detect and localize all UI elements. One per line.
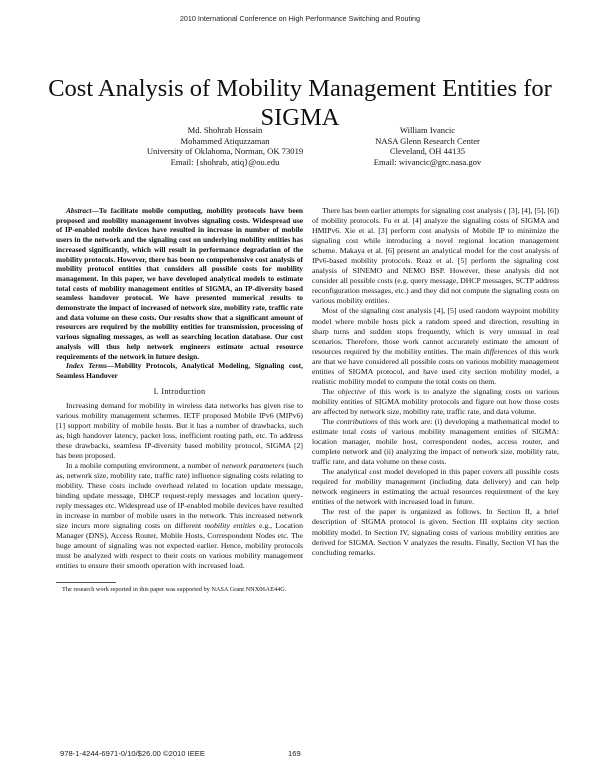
abstract-lead: Abstract xyxy=(66,206,92,215)
text-run: of this work are: (i) developing a mathematical model to estimate total costs of various mobility management entities of SIGMA: location manager, mobile host, correspondent nodes, access router, and complete network and (ii) analyzing the impact of network size, mobility rate, traffic rate, and data volume on these costs. xyxy=(312,416,559,467)
author-email: Email: wivancic@grc.nasa.gov xyxy=(373,156,482,167)
intro-paragraph-6 xyxy=(312,417,559,467)
emphasis-text: contributions xyxy=(336,416,378,426)
author-name: Md. Shohrab Hossain xyxy=(187,125,263,135)
right-column xyxy=(312,206,559,558)
abstract xyxy=(56,206,303,361)
author-affiliation: University of Oklahoma, Norman, OK 73019 xyxy=(146,146,304,157)
section-heading-introduction: I. Introduction xyxy=(153,386,206,396)
intro-paragraph-1: Increasing demand for mobility in wireless data networks has given rise to various mobility management schemes. IETF proposed Mobile IPv6 (MIPv6) [1] support mobility of mobile hosts. But it has a number of drawbacks, such as, high handover latency, packet loss, inefficient routing path, etc. To address these drawbacks, seamless IP-diversity based mobility protocol, SIGMA [2] has been proposed. xyxy=(56,400,303,460)
conference-header: 2010 International Conference on High Performance Switching and Routing xyxy=(179,14,421,23)
author-name: Mohammed Atiquzzaman xyxy=(180,135,270,146)
author-affiliation: NASA Glenn Research Center xyxy=(375,135,480,146)
copyright-line: 978-1-4244-6971-0/10/$26.00 ©2010 IEEE xyxy=(60,749,205,758)
text-run: The xyxy=(322,386,338,396)
text-run: (such as, network size, mobility rate, traffic rate) influence signaling costs relating to mobility. These costs include overhead related to location update message, binding update message, DHCP request-reply messages and location query-reply messages etc. Widespread use of IP-enabled mobile devices have resulted in increase in number of mobile users in the network. This increased network size incurs more signaling costs on different xyxy=(56,460,303,531)
author-email: Email: {shohrab, atiq}@ou.edu xyxy=(170,156,280,167)
intro-paragraph-8: The rest of the paper is organized as follows. In Section II, a brief description of SIGMA protocol is given. Section III explains city section mobility model. In Section IV, signaling costs of various mobility entities are derived for SIGMA. Section V analyzes the results. Finally, Section VI has the concluding remarks. xyxy=(312,507,559,557)
index-terms-lead: Index Terms xyxy=(66,361,107,371)
index-terms xyxy=(56,361,303,380)
emphasis-text: network parameters xyxy=(221,460,285,470)
index-terms-text: —Mobility Protocols, Analytical Modeling, Signaling cost, Seamless Handover xyxy=(56,361,303,380)
footnote: The research work reported in this paper was supported by NASA Grant NNX06AE44G. xyxy=(62,585,287,593)
author-location: Cleveland, OH 44135 xyxy=(389,146,466,157)
page-number: 169 xyxy=(288,749,301,758)
text-run: of this work are that we have considered all possible costs on various mobility management entities of SIGMA protocol, and have used city section mobility model, a realistic mobility model to compute the total costs on them. xyxy=(312,346,559,386)
emphasis-text: objective xyxy=(337,386,366,396)
text-run: of this work is to analyze the signaling costs on various mobility entities of SIGMA mobility protocols and figure out how those costs are affected by network size, mobility rate, traffic rate, and data volume. xyxy=(312,386,559,416)
paper-title: Cost Analysis of Mobility Management Entities for SIGMA xyxy=(48,75,552,132)
intro-paragraph-5 xyxy=(312,387,559,417)
text-run: The xyxy=(322,416,337,426)
abstract-text: —To facilitate mobile computing, mobility protocols have been proposed and mobility management involves signaling costs. Widespread use of IP-enabled mobile devices have resulted in increase in number of mobile users in the network and the signaling cost on underlying mobility entities has increased significantly, which will result in performance degradation of the mobility protocols. However, there has been no comprehensive cost analysis of mobility protocol entities that considers all possible costs for mobility management. In this paper, we have developed analytical models to estimate total costs of mobility management entities of SIGMA, an IP-diversity based seamless handover protocol. We have presented numerical results to demonstrate the impact of increased of network size, mobility rate, traffic rate and data volume on these costs. Our results show that a significant amount of resources are required by the mobility entities for transmission, processing of various signaling messages, as well as searching location database. Our cost analysis will thus help network engineers estimate actual resource requirements of the network in future design. xyxy=(56,206,303,361)
text-run: e.g., Location Manager (DNS), Access Router, Mobile Hosts, Correspondent Nodes etc. The huge amount of signaling was not expected earlier. Hence, mobility protocols must be analyzed with respect to their costs on various mobility management entities to ensure their smooth operation with increased load. xyxy=(56,521,303,571)
authors-left xyxy=(110,125,340,167)
left-column xyxy=(56,206,303,594)
author-name: William Ivancic xyxy=(399,125,456,135)
emphasis-text: differences xyxy=(483,346,518,356)
footnote-rule xyxy=(56,582,116,583)
intro-paragraph-7: The analytical cost model developed in this paper covers all possible costs required for mobility management (including data delivery) and can help network engineers in estimating the actual resources requirement of the key entities of the network with increased load in future. xyxy=(312,467,559,507)
intro-paragraph-2 xyxy=(56,461,303,572)
authors-right xyxy=(335,125,520,167)
intro-paragraph-4 xyxy=(312,306,559,386)
intro-paragraph-3: There has been earlier attempts for signaling cost analysis ( [3], [4], [5], [6]) of mobility protocols. Fu et al. [4] analyze the signaling costs of SIGMA and HMIPv6. Xie et al. [3] perform cost analysis of Mobile IP to minimize the signaling cost while introducing a novel regional location management scheme. Makaya et al. [6] present an analytical model for the cost analysis of IPv6-based mobility protocols. Reaz et al. [5] perform the signaling cost analysis of SINEMO and NEMO BSP. However, these analysis did not consider all possible costs (e.g. query message, DHCP messages, SCTP address reconfiguration messages, etc.) and they did not compute the signaling costs on various mobility entities. xyxy=(312,206,559,306)
text-run: In a mobile computing environment, a number of xyxy=(66,460,222,470)
text-run: Most of the signaling cost analysis [4], [5] used random waypoint mobility model where mobile hosts pick a random speed and direction, resulting in sharp turns and sudden stops frequently, which is very unusual in real scenarios. Therefore, those work cannot accurately estimate the amount of resources required by the mobility entities. The main xyxy=(312,306,559,356)
emphasis-text: mobility entities xyxy=(204,521,256,531)
